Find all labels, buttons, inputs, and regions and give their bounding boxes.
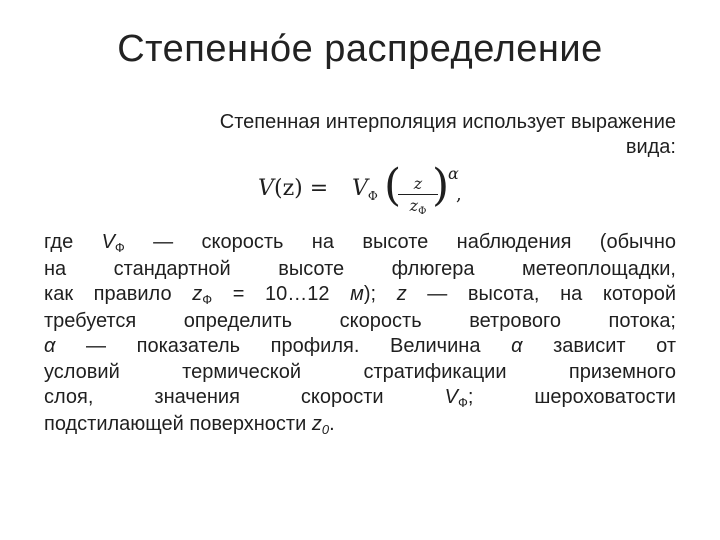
body-line-6: условий термической стратификации приземного bbox=[44, 360, 676, 383]
body-line-8: подстилающей поверхности $z_0$. bbox=[44, 412, 335, 437]
intro-text bbox=[44, 110, 676, 160]
slide-title: Степенно́е распределение bbox=[117, 28, 603, 70]
body-line-7: слоя, значения скорости $V_Ф$; шероховатости bbox=[44, 386, 676, 410]
formula-open-paren: ( bbox=[384, 160, 402, 211]
body-line-3: как правило $z_Ф$ = 10…12 м); z — высота, на которой bbox=[44, 283, 676, 307]
body-text bbox=[44, 230, 676, 438]
body-line-5: α — показатель профиля. Величина α зависит от bbox=[44, 335, 676, 357]
intro-line-2: вида: bbox=[625, 136, 676, 158]
formula-close-paren: ) bbox=[432, 160, 450, 211]
power-law-formula bbox=[0, 160, 720, 222]
formula-comma: , bbox=[456, 184, 462, 205]
body-line-4: требуется определить скорость ветрового потока; bbox=[44, 309, 676, 332]
formula-rhs-v: $V_Ф$ bbox=[352, 176, 378, 203]
formula-rhs-sub: Ф bbox=[367, 189, 378, 203]
formula-fraction-numerator: z bbox=[398, 174, 438, 195]
intro-line-1: Степенная интерполяция использует выражение bbox=[219, 111, 676, 133]
formula-fraction-denominator: zФ bbox=[409, 196, 427, 217]
formula-exponent: α bbox=[448, 164, 459, 183]
formula-lhs-arg: (z) = bbox=[274, 176, 329, 201]
body-line-1: где $V_Ф$ — скорость на высоте наблюдения (обычно bbox=[44, 231, 676, 255]
formula-lhs-v: V bbox=[258, 176, 274, 201]
body-line-2: на стандартной высоте флюгера метеоплощадки, bbox=[44, 257, 676, 280]
